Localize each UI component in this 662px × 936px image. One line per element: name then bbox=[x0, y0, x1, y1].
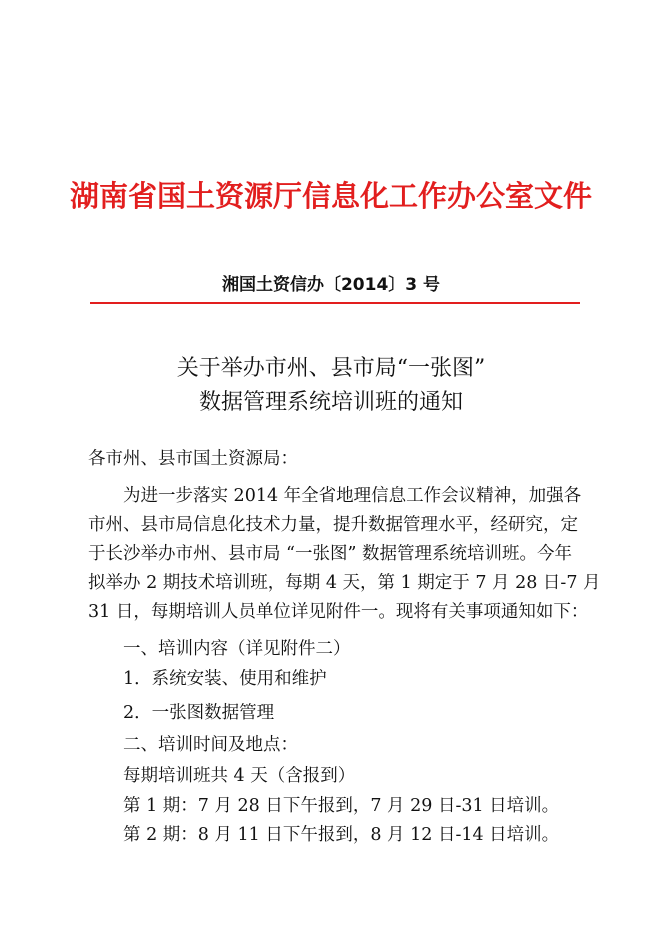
section-2-line: 每期培训班共 4 天（含报到） bbox=[123, 766, 356, 786]
section-1-item: 2．一张图数据管理 bbox=[123, 703, 275, 723]
paragraph-line: 31 日，每期培训人员单位详见附件一。现将有关事项通知如下： bbox=[88, 602, 589, 622]
salutation: 各市州、县市国土资源局： bbox=[88, 449, 298, 469]
paragraph-line: 市州、县市局信息化技术力量，提升数据管理水平，经研究，定 bbox=[88, 515, 578, 535]
paragraph-line: 于长沙举办市州、县市局 “一张图” 数据管理系统培训班。今年 bbox=[88, 544, 573, 564]
section-2-line: 第 2 期：8 月 11 日下午报到，8 月 12 日-14 日培训。 bbox=[123, 825, 560, 845]
paragraph-line: 拟举办 2 期技术培训班，每期 4 天，第 1 期定于 7 月 28 日-7 月 bbox=[88, 573, 601, 593]
section-1-item: 1．系统安装、使用和维护 bbox=[123, 669, 327, 689]
notice-title-line-1: 关于举办市州、县市局“一张图” bbox=[176, 356, 486, 381]
document-number: 湘国土资信办〔2014〕3 号 bbox=[221, 275, 441, 295]
section-2-line: 第 1 期：7 月 28 日下午报到，7 月 29 日-31 日培训。 bbox=[123, 796, 560, 816]
section-2-heading: 二、培训时间及地点： bbox=[123, 735, 298, 755]
header-red-divider bbox=[90, 302, 580, 304]
document-header-title: 湖南省国土资源厅信息化工作办公室文件 bbox=[69, 179, 592, 213]
paragraph-line: 为进一步落实 2014 年全省地理信息工作会议精神，加强各 bbox=[123, 486, 582, 506]
section-1-heading: 一、培训内容（详见附件二） bbox=[123, 639, 351, 659]
notice-title-line-2: 数据管理系统培训班的通知 bbox=[198, 390, 463, 415]
